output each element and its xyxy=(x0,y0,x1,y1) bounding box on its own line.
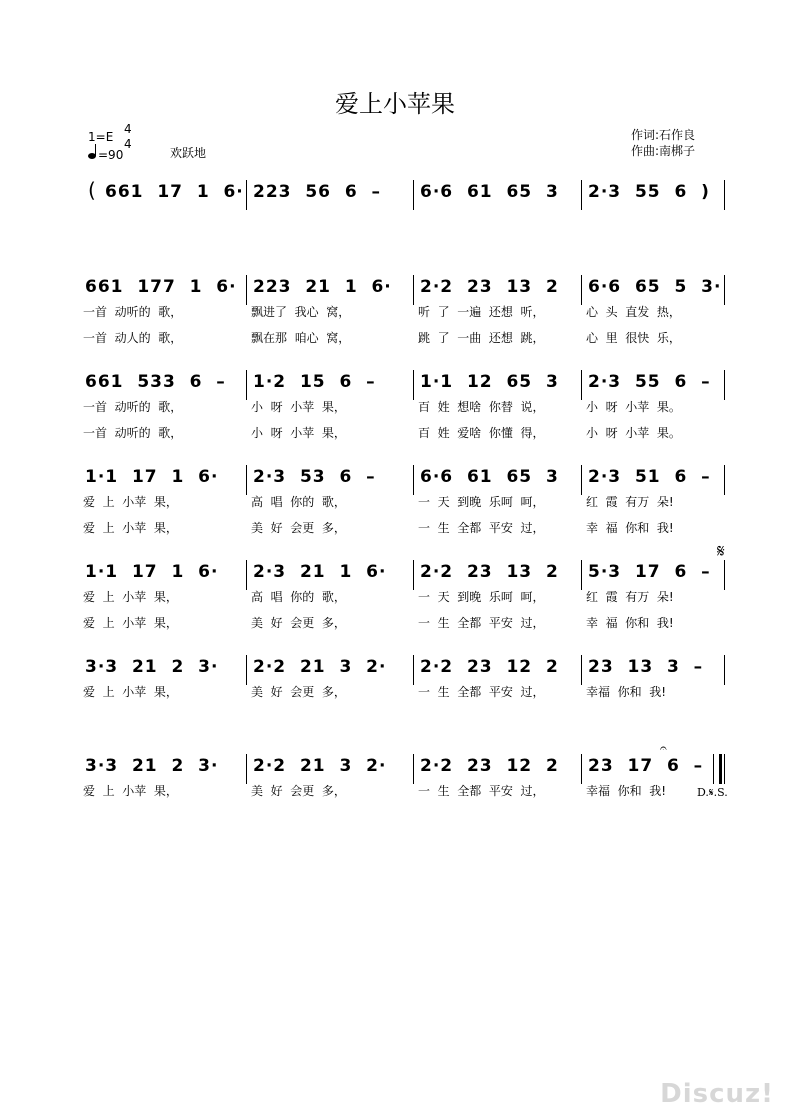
composer: 作曲:南梆子 xyxy=(631,144,696,158)
watermark: Discuz! xyxy=(660,1079,774,1109)
barline xyxy=(246,275,247,305)
barline xyxy=(581,275,582,305)
lyric-text: 一首 动听的 歌， xyxy=(83,305,183,319)
measure: 1·1 17 1 6· xyxy=(85,467,219,487)
measure: 2·3 55 6 ) xyxy=(588,182,710,202)
barline xyxy=(581,655,582,685)
measure: 2·3 21 1 6· xyxy=(253,562,387,582)
lyric-text: 小 呀 小苹 果， xyxy=(251,400,346,414)
lyric-text: 爱 上 小苹 果， xyxy=(83,495,178,509)
measure: 6·6 65 5 3· xyxy=(588,277,722,297)
barline xyxy=(581,560,582,590)
lyric-text: 听 了 一遍 还想 听， xyxy=(418,305,545,319)
lyric-text: 高 唱 你的 歌， xyxy=(251,590,346,604)
time-signature xyxy=(124,122,132,152)
lyric-text: 高 唱 你的 歌， xyxy=(251,495,346,509)
barline xyxy=(724,180,725,210)
measure: 6·6 61 65 3 xyxy=(420,467,559,487)
measure: 3·3 21 2 3· xyxy=(85,657,219,677)
open-parenthesis: ( xyxy=(88,178,96,202)
measure: 2·3 53 6 – xyxy=(253,467,376,487)
lyric-text: 一首 动人的 歌， xyxy=(83,331,183,345)
barline xyxy=(413,754,414,784)
lyric-text: 一 生 全都 平安 过， xyxy=(418,685,545,699)
barline xyxy=(581,754,582,784)
lyric-text: 小 呀 小苹 果。 xyxy=(586,426,681,440)
barline xyxy=(413,560,414,590)
barline xyxy=(724,754,725,784)
lyric-text: 爱 上 小苹 果， xyxy=(83,590,178,604)
measure: 6·6 61 65 3 xyxy=(420,182,559,202)
lyric-text: 美 好 会更 多， xyxy=(251,784,346,798)
lyric-text: 一 生 全都 平安 过， xyxy=(418,616,545,630)
lyric-text: 跳 了 一曲 还想 跳， xyxy=(418,331,545,345)
barline xyxy=(413,180,414,210)
lyric-text: 一首 动听的 歌， xyxy=(83,426,183,440)
lyric-text: 美 好 会更 多， xyxy=(251,616,346,630)
measure: 2·2 21 3 2· xyxy=(253,756,387,776)
barline xyxy=(724,275,725,305)
measure: 661 177 1 6· xyxy=(85,277,237,297)
meter-numerator: 4 xyxy=(124,122,132,136)
measure: 223 56 6 – xyxy=(253,182,381,202)
lyric-text: 爱 上 小苹 果， xyxy=(83,784,178,798)
lyric-text: 心 里 很快 乐， xyxy=(586,331,681,345)
barline xyxy=(413,465,414,495)
lyric-text: 红 霞 有万 朵! xyxy=(586,495,674,509)
barline xyxy=(413,370,414,400)
lyric-text: 一 生 全都 平安 过， xyxy=(418,784,545,798)
barline xyxy=(581,180,582,210)
lyric-text: 一 生 全都 平安 过， xyxy=(418,521,545,535)
segno-icon: 𝄋 xyxy=(717,541,725,562)
barline xyxy=(581,465,582,495)
lyric-text: 幸福 你和 我! xyxy=(586,784,667,798)
lyric-text: 一首 动听的 歌， xyxy=(83,400,183,414)
barline xyxy=(246,465,247,495)
lyricist: 作词:石作良 xyxy=(631,128,696,142)
measure: 3·3 21 2 3· xyxy=(85,756,219,776)
barline xyxy=(724,465,725,495)
lyric-text: 一 天 到晚 乐呵 呵， xyxy=(418,590,545,604)
lyric-text: 美 好 会更 多， xyxy=(251,685,346,699)
tempo-value: =90 xyxy=(98,148,124,162)
measure: 23 13 3 – xyxy=(588,657,704,677)
measure: 2·3 55 6 – xyxy=(588,372,711,392)
lyric-text: 一 天 到晚 乐呵 呵， xyxy=(418,495,545,509)
barline xyxy=(413,655,414,685)
tempo-marking xyxy=(88,148,123,162)
barline xyxy=(724,655,725,685)
measure: 661 533 6 – xyxy=(85,372,226,392)
measure: 5·3 17 6 – xyxy=(588,562,711,582)
lyric-text: 爱 上 小苹 果， xyxy=(83,685,178,699)
meter-denominator: 4 xyxy=(124,137,132,151)
barline xyxy=(413,275,414,305)
measure: 661 17 1 6· xyxy=(105,182,244,202)
measure: 2·2 23 13 2 xyxy=(420,562,559,582)
measure: 1·1 17 1 6· xyxy=(85,562,219,582)
measure: 2·2 23 12 2 xyxy=(420,756,559,776)
lyric-text: 红 霞 有万 朵! xyxy=(586,590,674,604)
final-barline xyxy=(719,754,722,784)
lyric-text: 飘进了 我心 窝， xyxy=(251,305,351,319)
lyric-text: 百 姓 想啥 你替 说， xyxy=(418,400,545,414)
lyric-text: 小 呀 小苹 果， xyxy=(251,426,346,440)
measure: 223 21 1 6· xyxy=(253,277,392,297)
lyric-text: 幸 福 你和 我! xyxy=(586,616,674,630)
lyric-text: 小 呀 小苹 果。 xyxy=(586,400,681,414)
dal-segno-mark: D.𝄋.S. xyxy=(697,786,728,799)
credits xyxy=(631,127,695,159)
measure: 2·2 23 12 2 xyxy=(420,657,559,677)
barline xyxy=(246,560,247,590)
lyric-text: 飘在那 咱心 窝， xyxy=(251,331,351,345)
lyric-text: 爱 上 小苹 果， xyxy=(83,616,178,630)
measure: 1·1 12 65 3 xyxy=(420,372,559,392)
measure: 2·3 51 6 – xyxy=(588,467,711,487)
barline xyxy=(246,655,247,685)
lyric-text: 心 头 直发 热， xyxy=(586,305,681,319)
measure: 1·2 15 6 – xyxy=(253,372,376,392)
barline xyxy=(246,370,247,400)
lyric-text: 爱 上 小苹 果， xyxy=(83,521,178,535)
quarter-note-icon xyxy=(88,153,96,159)
lyric-text: 美 好 会更 多， xyxy=(251,521,346,535)
lyric-text: 幸 福 你和 我! xyxy=(586,521,674,535)
measure: 2·2 21 3 2· xyxy=(253,657,387,677)
expression-mark: 欢跃地 xyxy=(170,146,207,160)
fermata-icon: 𝄐 xyxy=(660,741,667,755)
barline xyxy=(724,560,725,590)
song-title: 爱上小苹果 xyxy=(335,90,455,118)
barline xyxy=(246,754,247,784)
barline xyxy=(581,370,582,400)
key-signature: 1=E xyxy=(88,130,114,144)
barline xyxy=(246,180,247,210)
measure: 2·2 23 13 2 xyxy=(420,277,559,297)
measure: 23 17 6 – xyxy=(588,756,704,776)
lyric-text: 百 姓 爱啥 你懂 得， xyxy=(418,426,545,440)
lyric-text: 幸福 你和 我! xyxy=(586,685,667,699)
barline xyxy=(724,370,725,400)
final-barline xyxy=(713,754,714,784)
